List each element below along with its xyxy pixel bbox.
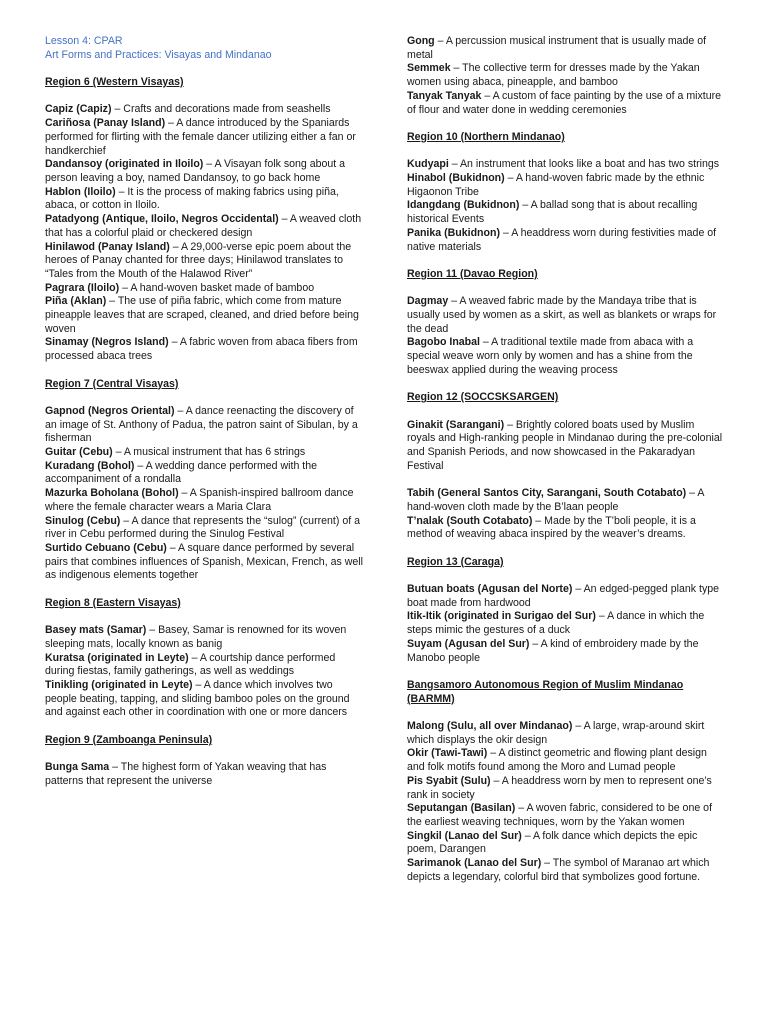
entry-term: Guitar (Cebu) (45, 446, 113, 459)
section-heading: Region 7 (Central Visayas) (45, 377, 179, 390)
entry-term: Ginakit (Sarangani) (407, 418, 505, 431)
entry-term: Hablon (Iloilo) (45, 185, 116, 198)
entry-description: – A wedding dance performed with the accompaniment of a rondalla (45, 459, 318, 486)
section-heading: Region 6 (Western Visayas) (45, 76, 184, 89)
lesson-subject: CPAR (93, 35, 123, 47)
spacer (407, 542, 725, 556)
entry-term: Hinilawod (Panay Island) (45, 240, 170, 253)
spacer (407, 665, 725, 679)
entry-suyam-agusan-del-sur (407, 638, 725, 665)
entry-pagrara-iloilo (45, 282, 365, 296)
entry-term: Capiz (Capiz) (45, 103, 112, 116)
entry-description: – A courtship dance performed during fiestas, family gatherings, as well as weddings (45, 651, 336, 678)
entry-description: – A headdress worn during festivities made of native materials (407, 226, 717, 253)
entry-description: – A hand-woven basket made of bamboo (119, 281, 315, 294)
entry-term: Dagmay (407, 295, 449, 308)
entry-term: Panika (Bukidnon) (407, 226, 500, 239)
spacer (45, 720, 365, 734)
entry-term: Seputangan (Basilan) (407, 802, 516, 815)
entry-term: Itik-Itik (originated in Surigao del Sur) (407, 610, 596, 623)
entry-description: – Crafts and decorations made from seashells (111, 103, 331, 116)
entry-description: – A dance which involves two people beating, tapping, and sliding bamboo poles on the ground and against each other in coordination with one or more dancers (45, 678, 350, 719)
entry-kuratsa-originated-in-leyte (45, 652, 365, 679)
entry-description: – A large, wrap-around skirt which displays the okir design (407, 719, 705, 746)
entry-dagmay (407, 295, 725, 336)
entry-butuan-boats-agusan-del-norte (407, 583, 725, 610)
entry-bagobo-inabal (407, 336, 725, 377)
section-heading: Region 13 (Caraga) (407, 555, 504, 568)
entry-term: Idangdang (Bukidnon) (407, 199, 520, 212)
document-subtitle: Art Forms and Practices: Visayas and Mindanao (45, 48, 272, 61)
entry-hablon-iloilo (45, 186, 365, 213)
left-column (45, 35, 365, 789)
section-heading: Region 8 (Eastern Visayas) (45, 596, 181, 609)
section-region-7-central-visayas (45, 378, 365, 597)
entry-bunga-sama (45, 761, 365, 788)
entry-description: – An edged-pegged plank type boat made from hardwood (407, 582, 720, 609)
section-heading: Region 9 (Zamboanga Peninsula) (45, 733, 213, 746)
section-heading: Region 12 (SOCCSKSARGEN) (407, 391, 559, 404)
entry-term: T’nalak (South Cotabato) (407, 514, 533, 527)
entry-description: – A weaved fabric made by the Mandaya tribe that is usually used by women as a skirt, as well as blankets or wraps for the dead (407, 295, 717, 335)
spacer (407, 117, 725, 131)
section-region-10-northern-mindanao (407, 131, 725, 268)
entry-term: Patadyong (Antique, Iloilo, Negros Occidental) (45, 213, 279, 226)
entry-pi-a-aklan (45, 295, 365, 336)
entry-malong-sulu-all-over-mindanao (407, 720, 725, 747)
section-region-9-zamboanga-peninsula (45, 734, 365, 789)
entry-term: Surtido Cebuano (Cebu) (45, 541, 167, 554)
entry-term: Tinikling (originated in Leyte) (45, 678, 193, 691)
entry-term: Sinamay (Negros Island) (45, 336, 169, 349)
entry-cari-osa-panay-island (45, 117, 365, 158)
entry-guitar-cebu (45, 446, 365, 460)
entry-basey-mats-samar (45, 624, 365, 651)
entry-term: Dandansoy (originated in Iloilo) (45, 158, 204, 171)
entry-idangdang-bukidnon (407, 199, 725, 226)
entry-description: – The use of piña fabric, which come from mature pineapple leaves that are scraped, cleaned, and dried before being woven (45, 295, 359, 335)
entry-term: Kuradang (Bohol) (45, 459, 135, 472)
entry-description: – A distinct geometric and flowing plant design and folk motifs found among the Moro and Lumad people (407, 747, 707, 774)
entry-term: Gapnod (Negros Oriental) (45, 404, 175, 417)
entry-description: – A musical instrument that has 6 strings (112, 446, 306, 459)
entry-dandansoy-originated-in-iloilo (45, 158, 365, 185)
entry-term: Bunga Sama (45, 761, 110, 774)
section-region-6-western-visayas (45, 76, 365, 377)
section-heading: Bangsamoro Autonomous Region of Muslim Mindanao (BARMM) (407, 678, 684, 705)
right-top-entries (407, 35, 725, 117)
entry-term: Semmek (407, 62, 451, 75)
entry-tanyak-tanyak (407, 90, 725, 117)
entry-description: – Brightly colored boats used by Muslim royals and High-ranking people in Mindanao during the pre-colonial and Spanish Periods, and now showcased in the Pakaradyan Festival (407, 418, 723, 472)
spacer (407, 254, 725, 268)
entry-kuradang-bohol (45, 460, 365, 487)
entry-description: – A Visayan folk song about a person leaving a boy, named Dandansoy, to go back home (45, 158, 346, 184)
entry-description: – A dance reenacting the discovery of an image of St. Anthony of Padua, the patron saint of Sibulan, by a fisherman (45, 404, 358, 445)
left-sections (45, 76, 365, 788)
section-region-13-caraga (407, 556, 725, 679)
entry-term: Kuratsa (originated in Leyte) (45, 651, 189, 664)
entry-term: Basey mats (Samar) (45, 624, 147, 637)
entry-hinabol-bukidnon (407, 172, 725, 199)
entry-description: – A square dance performed by several pairs that combines influences of Spanish, Mexican, French, as well as indigenous elements together (45, 541, 363, 582)
entry-gapnod-negros-oriental (45, 405, 365, 446)
spacer (407, 378, 725, 392)
entry-description: – A folk dance which depicts the epic poem, Darangen (407, 829, 698, 856)
entry-term: Butuan boats (Agusan del Norte) (407, 582, 573, 595)
entry-semmek (407, 62, 725, 89)
entry-description: – A dance in which the steps mimic the gestures of a duck (407, 610, 705, 637)
entry-term: Piña (Aklan) (45, 295, 107, 308)
entry-term: Malong (Sulu, all over Mindanao) (407, 719, 573, 732)
entry-term: Hinabol (Bukidnon) (407, 172, 505, 184)
section-heading: Region 11 (Davao Region) (407, 267, 538, 280)
entry-description: – A kind of embroidery made by the Manobo people (407, 637, 699, 664)
entry-description: – A dance that represents the “sulog” (current) of a river in Cebu performed during the Sinulog Festival (45, 514, 360, 541)
entry-description: – Basey, Samar is renowned for its woven sleeping mats, locally known as banig (45, 624, 347, 650)
entry-itik-itik-originated-in-surigao-del-sur (407, 610, 725, 637)
entry-tinikling-originated-in-leyte (45, 679, 365, 720)
entry-t-nalak-south-cotabato (407, 515, 725, 542)
right-column (407, 35, 725, 884)
entry-description: – A headdress worn by men to represent one’s rank in society (407, 774, 712, 801)
entry-term: Pagrara (Iloilo) (45, 281, 120, 294)
entry-description: – A hand-woven cloth made by the B’laan people (407, 487, 704, 513)
entry-term: Okir (Tawi-Tawi) (407, 747, 488, 760)
entry-description: – The symbol of Maranao art which depicts a legendary, colorful bird that symbolizes good fortune. (407, 857, 710, 883)
entry-description: – A woven fabric, considered to be one of the earliest weaving techniques, worn by the Yakan women (407, 802, 713, 828)
entry-ginakit-sarangani (407, 419, 725, 474)
entry-term: Bagobo Inabal (407, 336, 480, 349)
entry-hinilawod-panay-island (45, 241, 365, 282)
entry-sinulog-cebu (45, 515, 365, 542)
entry-description: – A hand-woven fabric made by the ethnic Higaonon Tribe (407, 172, 705, 198)
entry-term: Gong (407, 35, 435, 47)
section-bangsamoro-autonomous-region-of-muslim-mindanao-barmm (407, 679, 725, 885)
entry-description: – A percussion musical instrument that is usually made of metal (407, 35, 707, 61)
entry-mazurka-boholana-bohol (45, 487, 365, 514)
entry-sinamay-negros-island (45, 336, 365, 363)
entry-description: – A fabric woven from abaca fibers from processed abaca trees (45, 336, 358, 363)
entry-description: – The collective term for dresses made by the Yakan women using abaca, pineapple, and bamboo (407, 62, 700, 89)
entry-term: Tanyak Tanyak (407, 89, 482, 102)
entry-kudyapi (407, 158, 725, 172)
entry-description: – It is the process of making fabrics using piña, abaca, or cotton in Iloilo. (45, 185, 339, 212)
spacer (45, 364, 365, 378)
entry-description: – A traditional textile made from abaca with a special weave worn only by women and has a shine from the beeswax applied during the weaving process (407, 336, 694, 376)
right-sections (407, 131, 725, 885)
lesson-heading (45, 35, 365, 49)
section-region-11-davao-region (407, 268, 725, 391)
entry-tabih-general-santos-city-sarangani-south-cotabato (407, 487, 725, 514)
spacer (407, 473, 725, 487)
entry-term: Sarimanok (Lanao del Sur) (407, 857, 542, 870)
entry-description: – A dance introduced by the Spaniards performed for flirting with the female dancer utilizing either a fan or handkerchief (45, 117, 356, 157)
entry-capiz-capiz (45, 103, 365, 117)
entry-term: Kudyapi (407, 158, 449, 171)
entry-gong (407, 35, 725, 62)
entry-singkil-lanao-del-sur (407, 830, 725, 857)
section-region-12-soccsksargen (407, 391, 725, 555)
entry-description: – An instrument that looks like a boat and has two strings (448, 158, 720, 171)
entry-term: Mazurka Boholana (Bohol) (45, 487, 179, 500)
spacer (45, 62, 365, 76)
entry-description: – The highest form of Yakan weaving that has patterns that represent the universe (45, 761, 327, 787)
entry-sarimanok-lanao-del-sur (407, 857, 725, 884)
entry-description: – Made by the T’boli people, it is a method of weaving abaca inspired by the weaver’s dreams. (407, 514, 696, 541)
lesson-label: Lesson 4: (45, 35, 91, 47)
entry-okir-tawi-tawi (407, 747, 725, 774)
section-region-8-eastern-visayas (45, 597, 365, 734)
entry-term: Singkil (Lanao del Sur) (407, 829, 522, 842)
entry-description: – A Spanish-inspired ballroom dance where the female character wears a Maria Clara (45, 487, 354, 513)
spacer (45, 583, 365, 597)
entry-patadyong-antique-iloilo-negros-occidental (45, 213, 365, 240)
entry-description: – A 29,000-verse epic poem about the heroes of Panay chanted for three days; Hinilawod translates to “Tales from the Mouth of the Halawod River” (45, 240, 352, 280)
entry-term: Pis Syabit (Sulu) (407, 774, 491, 787)
entry-description: – A weaved cloth that has a colorful plaid or checkered design (45, 213, 362, 239)
entry-term: Tabih (General Santos City, Sarangani, South Cotabato) (407, 487, 687, 500)
entry-panika-bukidnon (407, 227, 725, 254)
entry-description: – A ballad song that is about recalling historical Events (407, 199, 698, 226)
entry-seputangan-basilan (407, 802, 725, 829)
entry-term: Suyam (Agusan del Sur) (407, 637, 530, 650)
entry-term: Sinulog (Cebu) (45, 514, 121, 527)
entry-pis-syabit-sulu (407, 775, 725, 802)
entry-description: – A custom of face painting by the use of a mixture of flour and water done in wedding ceremonies (407, 89, 722, 116)
entry-term: Cariñosa (Panay Island) (45, 117, 166, 130)
section-heading: Region 10 (Northern Mindanao) (407, 130, 565, 143)
entry-surtido-cebuano-cebu (45, 542, 365, 583)
